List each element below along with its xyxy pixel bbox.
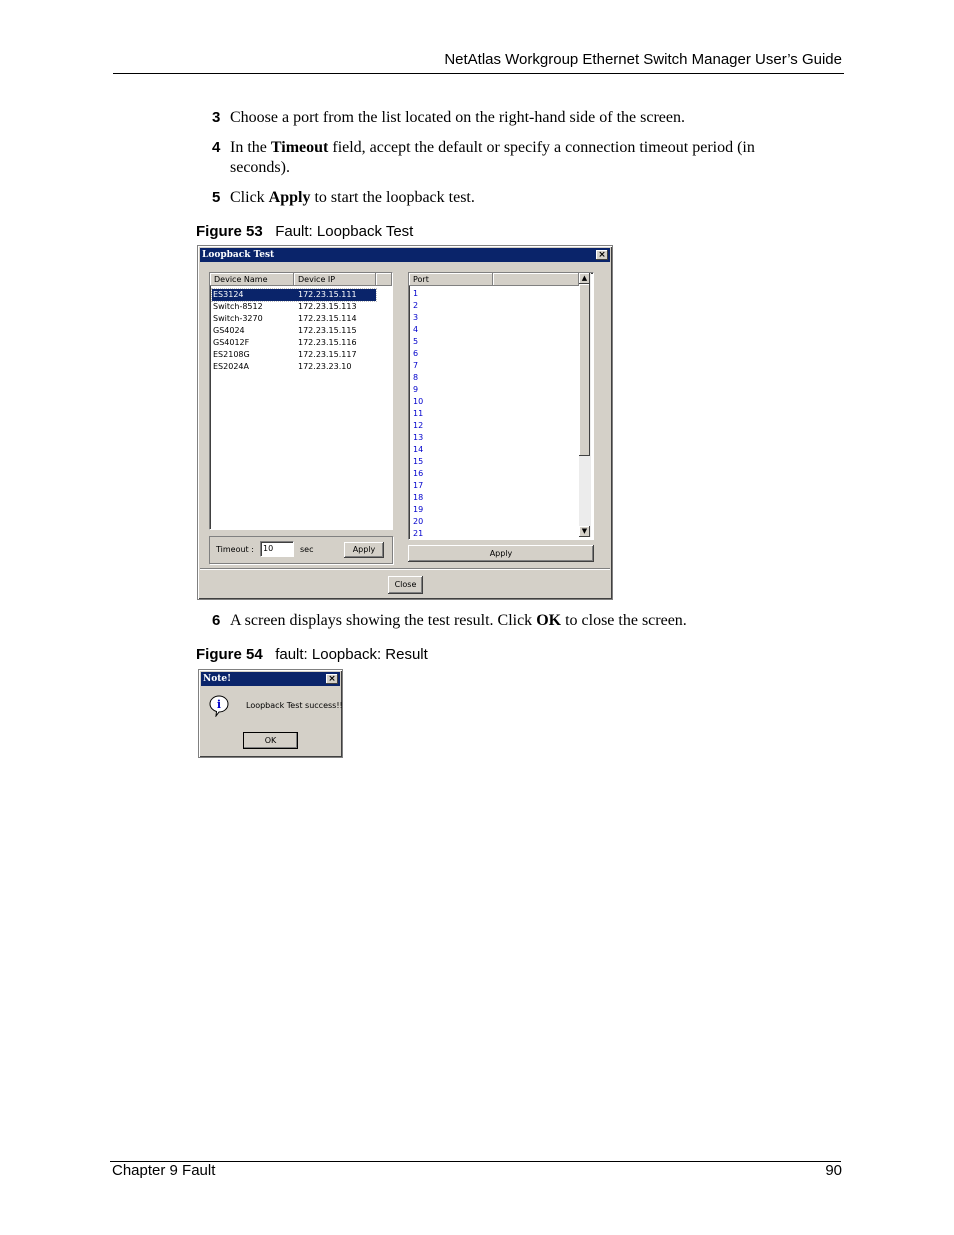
device-name: ES2108G: [213, 350, 250, 359]
step-text: Choose a port from the list located on the right-hand side of the screen.: [230, 109, 685, 126]
timeout-input[interactable]: 10: [260, 541, 294, 557]
device-ip: 172.23.15.111: [298, 290, 357, 299]
device-ip: 172.23.15.113: [298, 302, 357, 311]
port-item[interactable]: 17: [413, 481, 424, 490]
port-item[interactable]: 20: [413, 517, 424, 526]
button-name-apply: Apply: [268, 189, 311, 206]
device-ip: 172.23.15.115: [298, 326, 357, 335]
step-4: [212, 138, 832, 178]
timeout-unit: sec: [300, 545, 314, 554]
figure-caption-text: fault: Loopback: Result: [275, 646, 428, 663]
header-rule: [113, 73, 844, 74]
info-icon: [209, 695, 229, 715]
column-header-device-ip[interactable]: Device IP: [294, 273, 376, 286]
step-text-pre: In the: [230, 139, 271, 156]
port-item[interactable]: 16: [413, 469, 424, 478]
step-text: [230, 611, 687, 631]
step-text: [230, 138, 755, 158]
dialog-titlebar: [201, 672, 340, 686]
port-item[interactable]: 8: [413, 373, 419, 382]
device-row[interactable]: [212, 325, 376, 337]
figure-label: Figure 53: [196, 223, 263, 240]
device-row[interactable]: [212, 337, 376, 349]
step-3: [212, 108, 832, 128]
ok-button[interactable]: OK: [243, 732, 298, 749]
port-item[interactable]: 13: [413, 433, 424, 442]
dialog-title: Note!: [203, 674, 232, 684]
step-text-post: to close the screen.: [561, 612, 687, 629]
close-icon[interactable]: ×: [326, 674, 338, 684]
figure-caption-text: Fault: Loopback Test: [275, 223, 414, 240]
scroll-up-icon[interactable]: ▲: [579, 273, 590, 284]
device-row[interactable]: [212, 289, 376, 301]
step-5: [212, 188, 832, 208]
port-list: [408, 272, 594, 540]
timeout-group: [209, 536, 393, 564]
port-item[interactable]: 4: [413, 325, 419, 334]
device-name: GS4024: [213, 326, 245, 335]
port-item[interactable]: 19: [413, 505, 424, 514]
port-item[interactable]: 5: [413, 337, 419, 346]
port-item[interactable]: 1: [413, 289, 419, 298]
page-number: 90: [825, 1162, 842, 1179]
figure-53-caption: [196, 223, 413, 240]
apply-button[interactable]: Apply: [408, 545, 594, 562]
close-icon[interactable]: ×: [596, 250, 608, 260]
port-item[interactable]: 2: [413, 301, 419, 310]
step-text-line2: seconds).: [230, 159, 290, 176]
port-item[interactable]: 18: [413, 493, 424, 502]
step-text: [230, 188, 475, 208]
port-item[interactable]: 10: [413, 397, 424, 406]
column-header-filler: [376, 273, 392, 286]
button-name-ok: OK: [536, 612, 562, 629]
dialog-separator: [200, 568, 610, 569]
device-name: GS4012F: [213, 338, 250, 347]
footer-chapter: Chapter 9 Fault: [112, 1162, 216, 1179]
close-button[interactable]: Close: [388, 576, 423, 594]
device-list: [209, 272, 393, 530]
port-list-scrollbar[interactable]: [579, 273, 591, 537]
step-text-post: field, accept the default or specify a connection timeout period (in: [328, 139, 755, 156]
column-header-port[interactable]: Port: [409, 273, 493, 286]
device-row[interactable]: [212, 301, 376, 313]
step-text-pre: Click: [230, 189, 269, 206]
port-item[interactable]: 12: [413, 421, 424, 430]
device-name: Switch-8512: [213, 302, 263, 311]
note-message: Loopback Test success!!: [246, 701, 343, 710]
step-number: 6: [212, 612, 221, 629]
figure-54-caption: [196, 646, 428, 663]
port-item[interactable]: 7: [413, 361, 419, 370]
step-text-post: to start the loopback test.: [310, 189, 475, 206]
step-number: 4: [212, 139, 221, 156]
device-row[interactable]: [212, 361, 376, 373]
column-header-filler: [493, 273, 579, 286]
device-row[interactable]: [212, 313, 376, 325]
device-ip: 172.23.15.117: [298, 350, 357, 359]
timeout-label: Timeout :: [216, 545, 254, 554]
dialog-title: Loopback Test: [202, 250, 275, 260]
note-dialog: [198, 669, 343, 758]
field-name-timeout: Timeout: [270, 139, 329, 156]
port-item[interactable]: 21: [413, 529, 424, 537]
port-item[interactable]: 11: [413, 409, 424, 418]
figure-label: Figure 54: [196, 646, 263, 663]
port-item[interactable]: 9: [413, 385, 419, 394]
device-ip: 172.23.15.116: [298, 338, 357, 347]
device-ip: 172.23.23.10: [298, 362, 352, 371]
info-glyph: i: [216, 698, 222, 711]
device-name: ES2024A: [213, 362, 249, 371]
step-6: [212, 611, 832, 631]
port-item[interactable]: 15: [413, 457, 424, 466]
step-text-pre: A screen displays showing the test result. Click: [230, 612, 537, 629]
step-number: 5: [212, 189, 221, 206]
scroll-down-icon[interactable]: ▼: [579, 526, 590, 537]
port-item[interactable]: 3: [413, 313, 419, 322]
dialog-titlebar: [200, 248, 610, 262]
scrollbar-thumb[interactable]: [579, 284, 590, 456]
device-name: ES3124: [213, 290, 244, 299]
running-header: NetAtlas Workgroup Ethernet Switch Manager User’s Guide: [444, 51, 842, 68]
port-item[interactable]: 6: [413, 349, 419, 358]
step-number: 3: [212, 109, 221, 126]
apply-button-small[interactable]: Apply: [344, 542, 384, 558]
loopback-test-dialog: [197, 245, 613, 600]
device-ip: 172.23.15.114: [298, 314, 357, 323]
footer-rule: [110, 1161, 841, 1162]
device-row[interactable]: [212, 349, 376, 361]
column-header-device-name[interactable]: Device Name: [210, 273, 294, 286]
device-name: Switch-3270: [213, 314, 263, 323]
port-item[interactable]: 14: [413, 445, 424, 454]
